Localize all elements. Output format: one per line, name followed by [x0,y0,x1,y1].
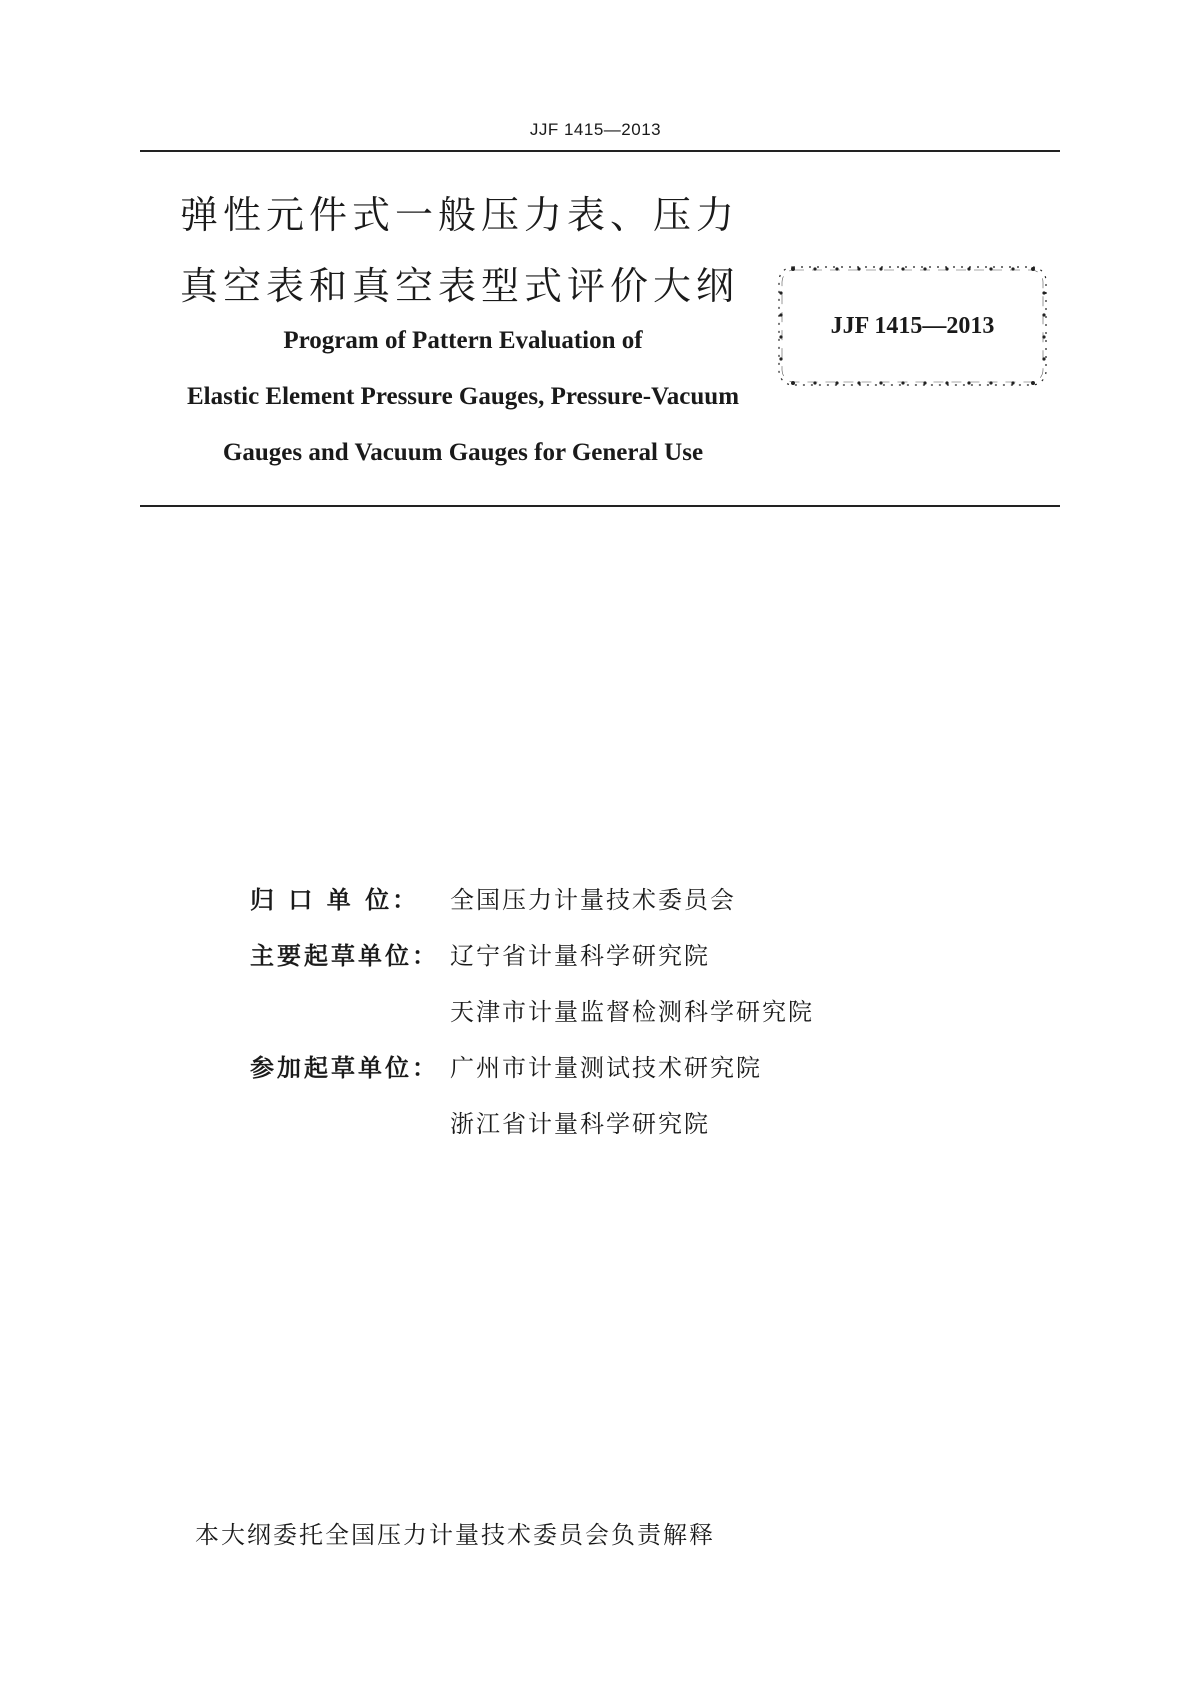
title-en-line3: Gauges and Vacuum Gauges for General Use [222,439,704,466]
title-zh-line1: 弹性元件式一般压力表、压力 [180,193,740,237]
title-zh-line2: 真空表和真空表型式评价大纲 [180,264,740,308]
header-standard-code: JJF 1415—2013 [529,120,662,139]
bottom-rule [140,505,1060,507]
footer-interpretation-note: 本大纲委托全国压力计量技术委员会负责解释 [195,1521,715,1549]
org-value-main-drafter-2: 天津市计量监督检测科学研究院 [450,998,814,1026]
title-en-line1: Program of Pattern Evaluation of [283,327,643,354]
org-label-main-drafter: 主要起草单位： [250,942,439,970]
standard-code-box [775,263,1050,389]
org-value-participating-drafter-1: 广州市计量测试技术研究院 [450,1054,762,1082]
top-rule [140,150,1060,152]
org-value-participating-drafter-2: 浙江省计量科学研究院 [450,1110,710,1138]
org-value-responsible: 全国压力计量技术委员会 [450,886,736,914]
standard-code-box-text: JJF 1415—2013 [830,313,995,339]
org-label-participating-drafter: 参加起草单位： [250,1054,439,1082]
org-value-main-drafter-1: 辽宁省计量科学研究院 [450,942,710,970]
title-en-line2: Elastic Element Pressure Gauges, Pressure-Vacuum [186,383,740,410]
org-label-responsible: 归 口 单 位： [250,886,420,914]
